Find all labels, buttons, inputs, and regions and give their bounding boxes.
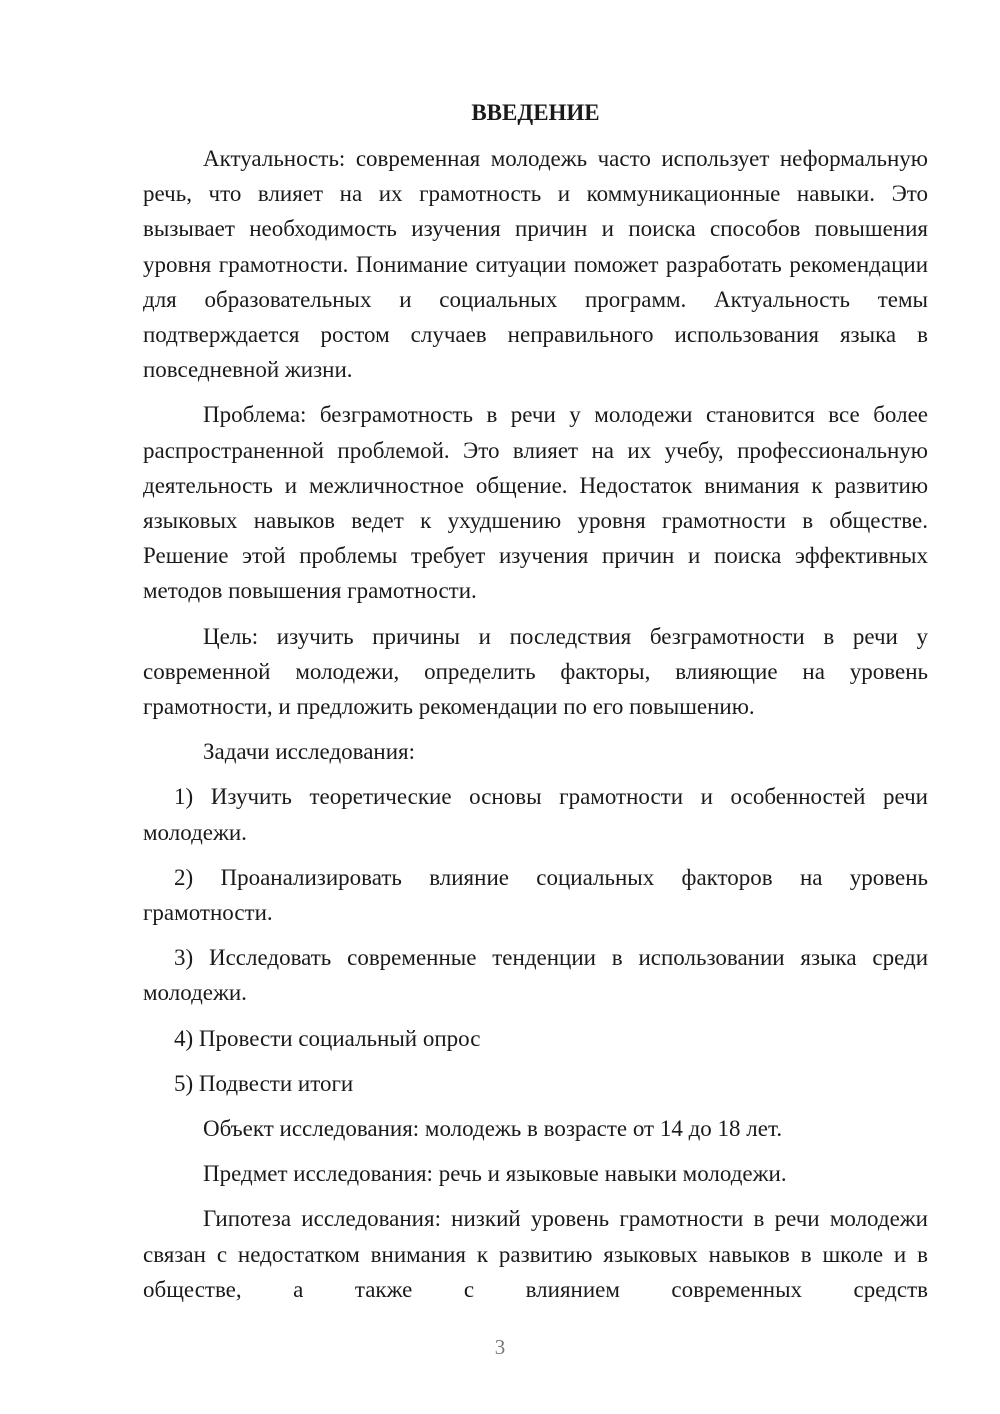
task-item-5: 5) Подвести итоги — [174, 1070, 354, 1096]
paragraph-problem: Проблема: безграмотность в речи у молодежи становится все более распространенной проблемой. Это влияет на их учебу, профессиональную деятельность и межличностное общение. Недостаток внимания к развитию языковых навыков ведет к ухудшению уровня грамотности в обществе. Решение этой проблемы требует изучения причин и поиска эффективных методов повышения грамотности. — [143, 402, 928, 604]
paragraph-object: Объект исследования: молодежь в возрасте от 14 до 18 лет. — [203, 1116, 783, 1142]
document-body — [143, 95, 928, 1352]
paragraph-relevance: Актуальность: современная молодежь часто использует неформальную речь, что влияет на их грамотность и коммуникационные навыки. Это вызывает необходимость изучения причин и поиска способов повышения уровня грамотности. Понимание ситуации поможет разработать рекомендации для образовательных и социальных программ. Актуальность темы подтверждается ростом случаев неправильного использования языка в повседневной жизни. — [143, 146, 928, 383]
paragraph-subject: Предмет исследования: речь и языковые навыки молодежи. — [203, 1161, 787, 1187]
page-number: 3 — [494, 1335, 506, 1359]
task-item-1: 1) Изучить теоретические основы грамотности и особенностей речи молодежи. — [143, 784, 928, 845]
task-item-3: 3) Исследовать современные тенденции в использовании языка среди молодежи. — [143, 945, 928, 1006]
task-item-4: 4) Провести социальный опрос — [174, 1025, 481, 1051]
section-title: ВВЕДЕНИЕ — [471, 100, 600, 125]
task-item-2: 2) Проанализировать влияние социальных факторов на уровень грамотности. — [143, 864, 928, 926]
paragraph-goal: Цель: изучить причины и последствия безграмотности в речи у современной молодежи, определить факторы, влияющие на уровень грамотности, и предложить рекомендации по его повышению. — [143, 623, 928, 720]
paragraph-hypothesis: Гипотеза исследования: низкий уровень грамотности в речи молодежи связан с недостатком внимания к развитию языковых навыков в школе и в обществе, а также с влиянием современных средств — [143, 1206, 928, 1302]
tasks-heading: Задачи исследования: — [203, 739, 416, 765]
